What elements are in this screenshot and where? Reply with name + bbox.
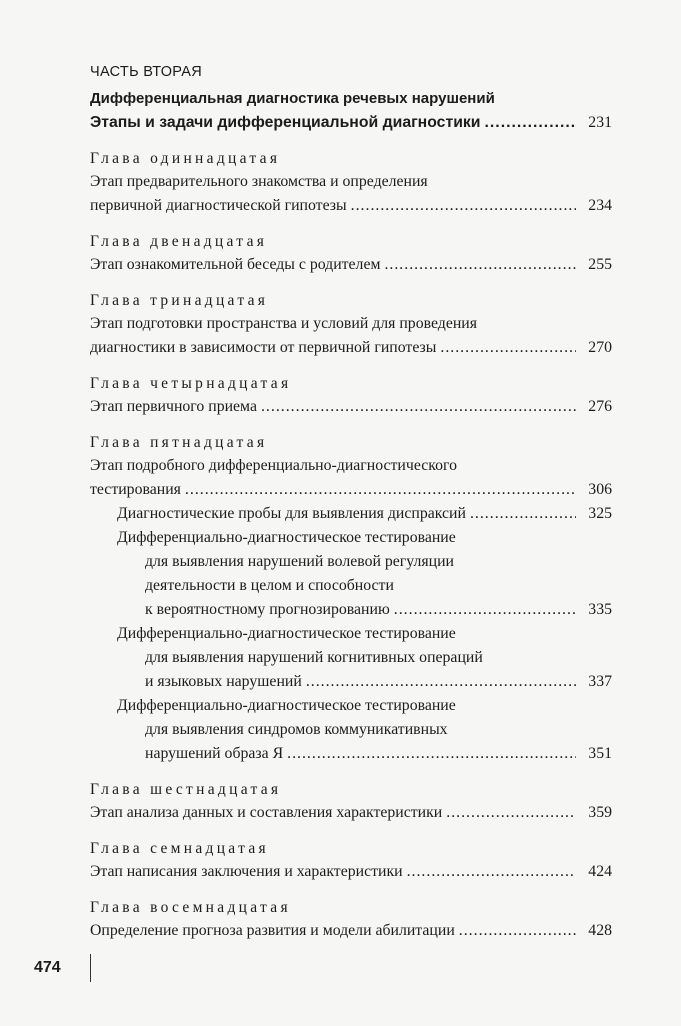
- page-number: 359: [588, 804, 612, 821]
- subentry-line: для выявления нарушений волевой регуляции: [145, 553, 454, 570]
- leader-dots: [185, 478, 576, 502]
- subentry-line: для выявления синдромов коммуникативных: [145, 721, 448, 738]
- entry-line: Этап подготовки пространства и условий для проведения: [90, 315, 478, 332]
- toc-entry[interactable]: [90, 395, 612, 419]
- chapter-heading: Глава восемнадцатая: [90, 899, 291, 916]
- toc-entry[interactable]: [90, 598, 612, 622]
- page-number: 424: [588, 863, 612, 880]
- entry-line: Этап предварительного знакомства и определения: [90, 173, 428, 190]
- toc-entry[interactable]: [90, 919, 612, 943]
- chapter-block: [90, 838, 612, 884]
- entry-title: Диагностические пробы для выявления диспраксий: [117, 505, 466, 522]
- chapter-block: [90, 231, 612, 277]
- chapter-list: [90, 148, 612, 943]
- leader-dots: [440, 336, 576, 360]
- page-number: 325: [588, 505, 612, 522]
- chapter-block: [90, 779, 612, 825]
- page-number: 270: [588, 339, 612, 356]
- entry-title: к вероятностному прогнозированию: [145, 601, 390, 618]
- entry-title: первичной диагностической гипотезы: [90, 197, 347, 214]
- entry-title: Этап анализа данных и составления характеристики: [90, 804, 443, 821]
- leader-dots: [459, 919, 576, 943]
- chapter-heading: Глава пятнадцатая: [90, 434, 268, 451]
- toc-entry[interactable]: [90, 336, 612, 360]
- chapter-heading: Глава одиннадцатая: [90, 150, 281, 167]
- page-number: 231: [588, 114, 612, 131]
- entry-title: нарушений образа Я: [145, 745, 284, 762]
- page-number: 335: [588, 601, 612, 618]
- chapter-heading: Глава четырнадцатая: [90, 375, 292, 392]
- chapter-block: [90, 290, 612, 360]
- page-number: 255: [588, 256, 612, 273]
- leader-dots: [485, 111, 576, 135]
- subentry-line: Дифференциально-диагностическое тестирование: [117, 529, 456, 546]
- toc-entry[interactable]: [90, 111, 612, 135]
- chapter-block: [90, 148, 612, 218]
- chapter-block: [90, 897, 612, 943]
- toc-entry[interactable]: [90, 194, 612, 218]
- leader-dots: [384, 253, 576, 277]
- page-number: 337: [588, 673, 612, 690]
- leader-dots: [306, 670, 576, 694]
- page-number: 234: [588, 197, 612, 214]
- entry-title: тестирования: [90, 481, 181, 498]
- part-title: Дифференциальная диагностика речевых нарушений: [90, 90, 495, 107]
- toc-entry[interactable]: [90, 502, 612, 526]
- chapter-block: [90, 373, 612, 419]
- page-number: 306: [588, 481, 612, 498]
- toc-entry[interactable]: [90, 670, 612, 694]
- subentry-line: Дифференциально-диагностическое тестирование: [117, 625, 456, 642]
- chapter-heading: Глава семнадцатая: [90, 840, 269, 857]
- entry-title: Этапы и задачи дифференциальной диагностики: [90, 114, 481, 131]
- page-folio: 474: [34, 959, 61, 976]
- subentry-line: деятельности в целом и способности: [145, 577, 394, 594]
- entry-title: Определение прогноза развития и модели абилитации: [90, 922, 455, 939]
- chapter-heading: Глава двенадцатая: [90, 233, 268, 250]
- entry-title: диагностики в зависимости от первичной гипотезы: [90, 339, 437, 356]
- toc-entry[interactable]: [90, 742, 612, 766]
- page-number: 276: [588, 398, 612, 415]
- toc-entry[interactable]: [90, 801, 612, 825]
- leader-dots: [470, 502, 576, 526]
- toc-entry[interactable]: [90, 860, 612, 884]
- leader-dots: [446, 801, 576, 825]
- toc-entry[interactable]: [90, 253, 612, 277]
- leader-dots: [394, 598, 576, 622]
- page-number: 428: [588, 922, 612, 939]
- chapter-block: [90, 432, 612, 766]
- subentry-line: для выявления нарушений когнитивных операций: [145, 649, 483, 666]
- leader-dots: [407, 860, 576, 884]
- leader-dots: [287, 742, 576, 766]
- entry-title: Этап ознакомительной беседы с родителем: [90, 256, 381, 273]
- entry-title: Этап первичного приема: [90, 398, 257, 415]
- subentry-line: Дифференциально-диагностическое тестирование: [117, 697, 456, 714]
- chapter-heading: Глава шестнадцатая: [90, 781, 282, 798]
- chapter-heading: Глава тринадцатая: [90, 292, 269, 309]
- leader-dots: [261, 395, 576, 419]
- entry-title: и языковых нарушений: [145, 673, 302, 690]
- entry-line: Этап подробного дифференциально-диагностического: [90, 457, 457, 474]
- part-label: ЧАСТЬ ВТОРАЯ: [90, 64, 203, 80]
- page-number: 351: [588, 745, 612, 762]
- leader-dots: [351, 194, 576, 218]
- entry-title: Этап написания заключения и характеристики: [90, 863, 403, 880]
- folio-divider: [90, 954, 91, 982]
- toc-page: [90, 62, 612, 943]
- toc-entry[interactable]: [90, 478, 612, 502]
